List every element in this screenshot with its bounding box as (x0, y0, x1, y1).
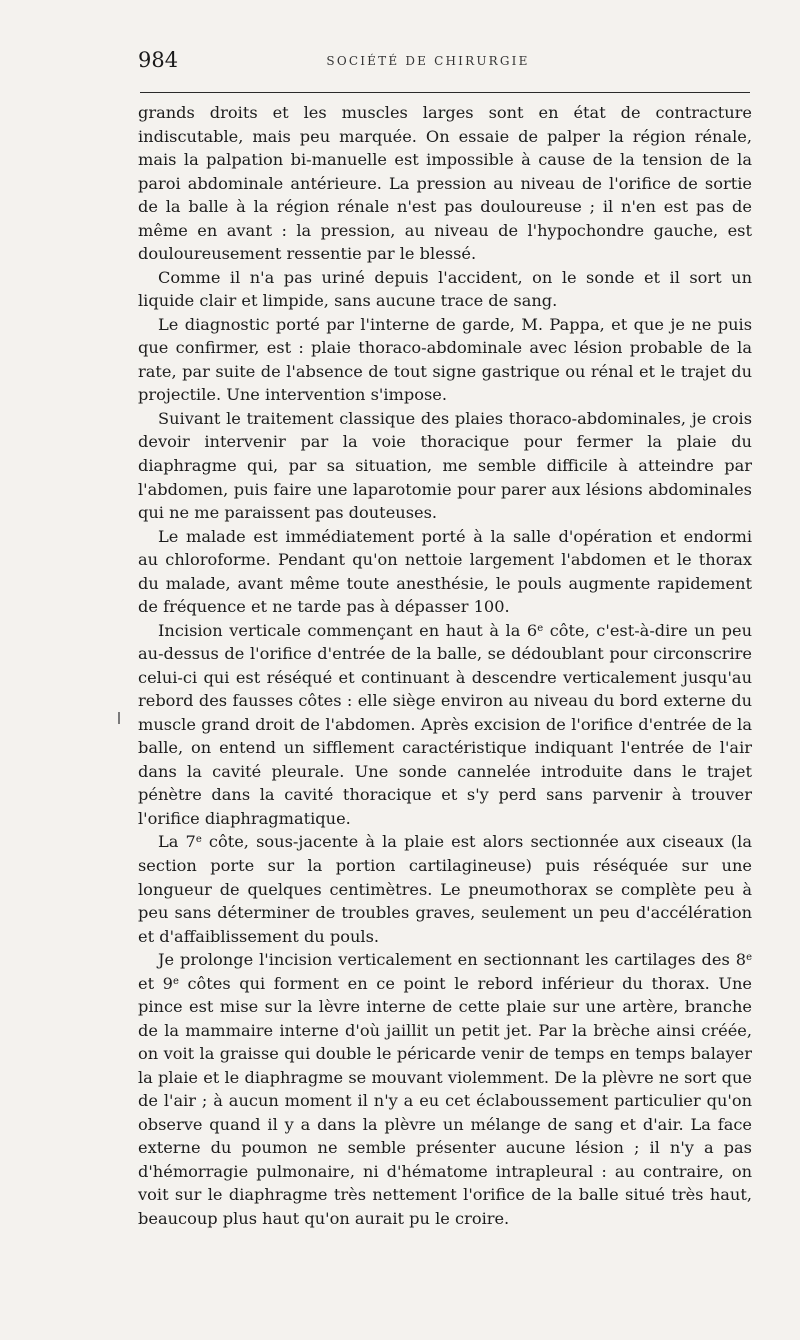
paragraph-1: grands droits et les muscles larges sont en état de contracture indiscutable, mais peu marquée. On essaie de palper la région rénale, mais la palpation bi-manuelle est impossible à cause de la tension de la paroi abdominale antérieure. La pression au niveau de l'orifice de sortie de la balle à la région rénale n'est pas douloureuse ; il n'en est pas de même en avant : la pression, au niveau de l'hypochondre gauche, est douloureusement ressentie par le blessé. (138, 103, 752, 264)
text-run: et 9 (138, 973, 173, 993)
text-run: côte, c'est-à-dire un peu au-dessus de l'orifice d'entrée de la balle, se dédoublant pour circonscrire celui-ci qui est réséqué et continuant à descendre verticalement jusqu'au rebord des fausses côtes : elle siège environ au niveau du bord externe du muscle grand droit de l'abdomen. Après excision de l'orifice d'entrée de la balle, on entend un sifflement caractéristique indiquant l'entrée de l'air dans la cavité pleurale. Une sonde cannelée introduite dans le trajet pénètre dans la cavité thoracique et s'y perd sans parvenir à trouver l'orifice diaphragmatique. (138, 620, 752, 828)
body-text (138, 101, 752, 1231)
paragraph-4: Suivant le traitement classique des plaies thoraco-abdominales, je crois devoir intervenir par la voie thoracique pour fermer la plaie du diaphragme qui, par sa situation, me semble difficile à atteindre par l'abdomen, puis faire une laparotomie pour parer aux lésions abdominales qui ne me paraissent pas douteuses. (138, 408, 752, 523)
superscript: e (537, 622, 544, 634)
running-head: SOCIÉTÉ DE CHIRURGIE (326, 54, 530, 68)
page-header (138, 48, 752, 78)
paragraph-8 (138, 948, 752, 1230)
paragraph-3: Le diagnostic porté par l'interne de garde, M. Pappa, et que je ne puis que confirmer, est : plaie thoraco-abdominale avec lésion probable de la rate, par suite de l'absence de tout signe gastrique ou rénal et le trajet du projectile. Une intervention s'impose. (138, 314, 752, 405)
text-run: côte, sous-jacente à la plaie est alors sectionnée aux ciseaux (la section porte sur la portion cartilagineuse) puis réséquée sur une longueur de quelques centimètres. Le pneumothorax se complète peu à peu sans déterminer de troubles graves, seulement un peu d'accélération et d'affaiblissement du pouls. (138, 832, 752, 946)
header-rule (140, 92, 750, 93)
paragraph-5: Le malade est immédiatement porté à la salle d'opération et endormi au chloroforme. Pendant qu'on nettoie largement l'abdomen et le thorax du malade, avant même toute anesthésie, le pouls augmente rapidement de fréquence et ne tarde pas à dépasser 100. (138, 526, 752, 617)
paragraph-6 (138, 619, 752, 831)
text-run: Incision verticale commençant en haut à la 6 (158, 620, 538, 640)
page-number: 984 (138, 48, 179, 72)
text-run: Je prolonge l'incision verticalement en sectionnant les cartilages des 8 (158, 950, 747, 970)
superscript: e (195, 834, 202, 846)
paragraph-2: Comme il n'a pas uriné depuis l'accident, on le sonde et il sort un liquide clair et limpide, sans aucune trace de sang. (138, 267, 752, 311)
text-run: La 7 (158, 832, 196, 852)
superscript: e (172, 975, 179, 987)
superscript: e (746, 952, 752, 964)
margin-mark (118, 712, 120, 724)
paragraph-7 (138, 830, 752, 948)
text-run: côtes qui forment en ce point le rebord inférieur du thorax. Une pince est mise sur la lèvre interne de cette plaie sur une artère, branche de la mammaire interne d'où jaillit un petit jet. Par la brèche ainsi créée, on voit la graisse qui double le péricarde venir de temps en temps balayer la plaie et le diaphragme se mouvant violemment. De la plèvre ne sort que de l'air ; à aucun moment il n'y a eu cet éclaboussement particulier qu'on observe quand il y a dans la plèvre un mélange de sang et d'air. La face externe du poumon ne semble présenter aucune lésion ; il n'y a pas d'hémorragie pulmonaire, ni d'hématome intrapleural : au contraire, on voit sur le diaphragme très nettement l'orifice de la balle situé très haut, beaucoup plus haut qu'on aurait pu le croire. (138, 973, 753, 1228)
